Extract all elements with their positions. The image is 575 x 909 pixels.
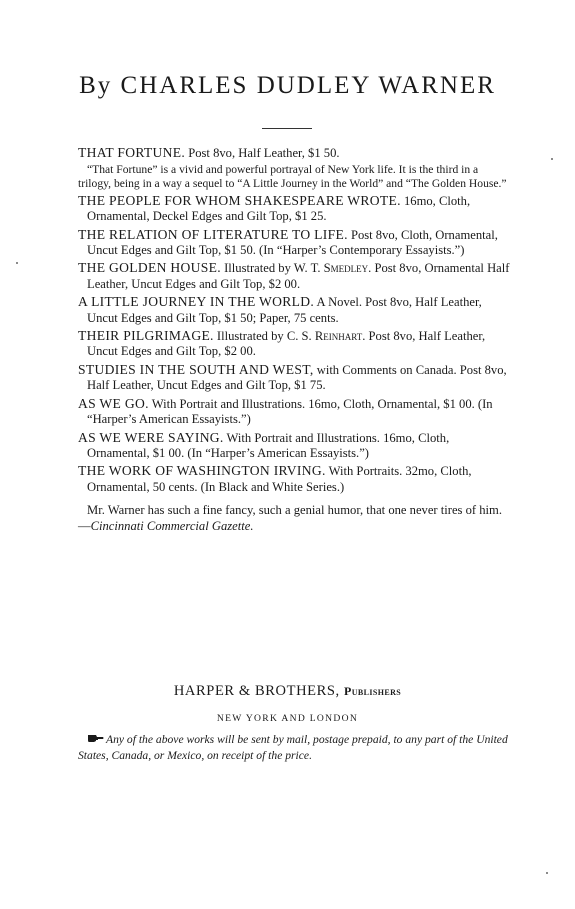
book-details: Illustrated by C. S. [216,329,315,344]
book-title: AS WE GO. [78,395,149,411]
book-title: THE WORK OF WASHINGTON IRVING. [78,463,326,479]
book-details: Illustrated by W. T. [224,261,324,276]
book-details: With Portrait and Illustrations. 16mo, Cloth, Ornamental, $1 00. (In “Harper’s American Essayists.”) [87,430,450,460]
book-entry [78,430,510,462]
book-entry [78,396,510,428]
page-heading [0,72,575,100]
heading-divider [262,128,312,129]
book-entry [78,328,510,360]
book-title: THAT FORTUNE. [78,145,186,160]
page-speck [16,262,18,264]
review-source: Cincinnati Commercial Gazette. [90,518,254,533]
illustrator-name: Reinhart [314,329,363,344]
footnote-text: Any of the above works will be sent by mail, postage prepaid, to any part of the United States, Canada, or Mexico, on receipt of the price. [78,733,508,762]
publisher-line [0,683,575,700]
book-entry [78,227,510,259]
book-entry [78,260,510,292]
book-details: . Post 8vo, Ornamental Half Leather, Uncut Edges and Gilt Top, $2 00. [87,261,510,291]
book-details: . Post 8vo, Half Leather, Uncut Edges and Gilt Top, $2 00. [87,329,486,359]
book-title: THEIR PILGRIMAGE. [78,328,214,344]
book-details: A Novel. Post 8vo, Half Leather, Uncut Edges and Gilt Top, $1 50; Paper, 75 cents. [87,295,482,325]
book-list [78,145,510,534]
book-title: A LITTLE JOURNEY IN THE WORLD. [78,294,315,310]
book-entry [78,145,510,161]
publisher-role: Publishers [344,684,402,698]
book-title: THE GOLDEN HOUSE. [78,260,221,276]
book-entry [78,362,510,394]
illustrator-name: Smedley [323,261,369,276]
publisher-city: NEW YORK AND LONDON [216,713,359,724]
publisher-name: HARPER & BROTHERS, [173,683,340,699]
pointing-hand-icon [88,734,104,743]
book-title: THE RELATION OF LITERATURE TO LIFE. [78,226,348,242]
book-details: Post 8vo, Half Leather, $1 50. [188,146,340,160]
book-details: With Portrait and Illustrations. 16mo, Cloth, Ornamental, $1 00. (In “Harper’s American Essayists.”) [87,396,493,427]
book-title: AS WE WERE SAYING. [78,429,224,445]
book-details: With Portraits. 32mo, Cloth, Ornamental, 50 cents. (In Black and White Series.) [87,464,472,494]
book-details: Post 8vo, Cloth, Ornamental, Uncut Edges and Gilt Top, $1 50. (In “Harper’s Contemporary Essayists.”) [87,227,498,258]
book-details: 16mo, Cloth, Ornamental, Deckel Edges and Gilt Top, $1 25. [87,193,471,224]
page-speck [546,872,548,874]
book-entry [78,294,510,326]
page-speck [551,158,553,160]
book-title: STUDIES IN THE SOUTH AND WEST, [78,361,314,377]
heading-author: CHARLES DUDLEY WARNER [120,72,496,99]
review-quote [78,503,510,534]
review-text: Mr. Warner has such a fine fancy, such a genial humor, that one never tires of him.— [78,503,502,533]
mail-order-footnote [78,732,510,764]
book-entry [78,463,510,495]
book-title: THE PEOPLE FOR WHOM SHAKESPEARE WROTE. [78,192,401,208]
book-entry [78,193,510,225]
book-details: with Comments on Canada. Post 8vo, Half Leather, Uncut Edges and Gilt Top, $1 75. [87,362,507,393]
book-description: “That Fortune” is a vivid and powerful portrayal of New York life. It is the third in a trilogy, being in a way a sequel to “A Little Journey in the World” and “The Golden House.” [78,163,507,190]
heading-by: By [79,72,113,99]
